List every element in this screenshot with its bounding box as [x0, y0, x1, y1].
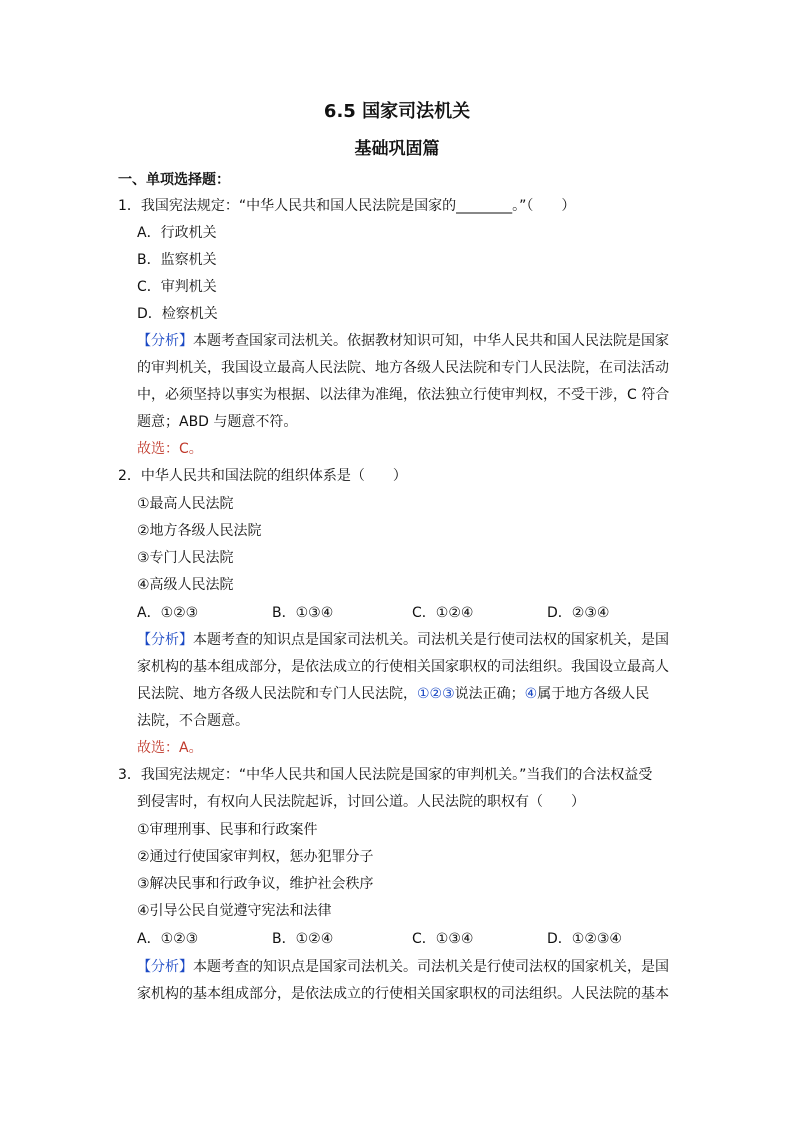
question-1-analysis-line-4: 题意；ABD 与题意不符。 [137, 414, 298, 430]
question-2-option-b: B．①③④ [272, 605, 334, 621]
question-3-item-4: ④引导公民自觉遵守宪法和法律 [137, 903, 332, 919]
question-3-item-2: ②通过行使国家审判权，惩办犯罪分子 [137, 849, 374, 865]
question-2-analysis-line-4: 法院，不合题意。 [137, 713, 249, 729]
question-3-option-b: B．①②④ [272, 931, 334, 947]
question-1-answer: 故选：C。 [137, 441, 203, 457]
question-1-option-c: C．审判机关 [137, 279, 217, 295]
analysis-tag: 【分析】 [137, 632, 193, 648]
question-2-analysis-line-1: 【分析】本题考查的知识点是国家司法机关。司法机关是行使司法权的国家机关，是国 [137, 632, 669, 648]
question-3-analysis-line-1: 【分析】本题考查的知识点是国家司法机关。司法机关是行使司法权的国家机关，是国 [137, 959, 669, 975]
question-2-item-2: ②地方各级人民法院 [137, 523, 262, 539]
page-title: 6.5 国家司法机关 [323, 101, 471, 122]
question-2-item-3: ③专门人民法院 [137, 550, 234, 566]
question-3-stem-line-2: 到侵害时，有权向人民法院起诉，讨回公道。人民法院的职权有（ ） [137, 794, 585, 810]
question-1-stem: 1．我国宪法规定：“中华人民共和国人民法院是国家的________。”（ ） [118, 198, 576, 214]
question-2-analysis-line-2: 家机构的基本组成部分，是依法成立的行使相关国家职权的司法组织。我国设立最高人 [137, 659, 669, 675]
question-1-analysis-line-3: 中，必须坚持以事实为根据、以法律为准绳，依法独立行使审判权，不受干涉，C 符合 [137, 387, 670, 403]
question-1-option-d: D．检察机关 [137, 306, 218, 322]
question-2-item-1: ①最高人民法院 [137, 496, 234, 512]
section-heading: 一、单项选择题： [118, 172, 230, 188]
analysis-tag: 【分析】 [137, 333, 193, 349]
question-3-stem-line-1: 3．我国宪法规定：“中华人民共和国人民法院是国家的审判机关。”当我们的合法权益受 [118, 767, 653, 783]
question-3-option-a: A．①②③ [137, 931, 199, 947]
question-2-option-c: C．①②④ [412, 605, 474, 621]
page-subtitle: 基础巩固篇 [354, 139, 440, 159]
question-1-analysis-line-2: 的审判机关，我国设立最高人民法院、地方各级人民法院和专门人民法院，在司法活动 [137, 360, 669, 376]
question-1-option-a: A．行政机关 [137, 225, 217, 241]
question-2-stem: 2．中华人民共和国法院的组织体系是（ ） [118, 468, 407, 484]
question-2-item-4: ④高级人民法院 [137, 577, 234, 593]
question-3-item-3: ③解决民事和行政争议，维护社会秩序 [137, 876, 374, 892]
question-3-item-1: ①审理刑事、民事和行政案件 [137, 822, 318, 838]
question-1-option-b: B．监察机关 [137, 252, 217, 268]
question-2-analysis-line-3: 民法院、地方各级人民法院和专门人民法院，①②③说法正确；④属于地方各级人民 [137, 686, 650, 702]
question-3-analysis-line-2: 家机构的基本组成部分，是依法成立的行使相关国家职权的司法组织。人民法院的基本 [137, 986, 669, 1002]
question-3-option-d: D．①②③④ [547, 931, 622, 947]
question-2-answer: 故选：A。 [137, 740, 203, 756]
analysis-tag: 【分析】 [137, 959, 193, 975]
question-3-option-c: C．①③④ [412, 931, 474, 947]
question-2-option-a: A．①②③ [137, 605, 199, 621]
question-1-analysis-line-1: 【分析】本题考查国家司法机关。依据教材知识可知，中华人民共和国人民法院是国家 [137, 333, 669, 349]
question-2-option-d: D．②③④ [547, 605, 610, 621]
